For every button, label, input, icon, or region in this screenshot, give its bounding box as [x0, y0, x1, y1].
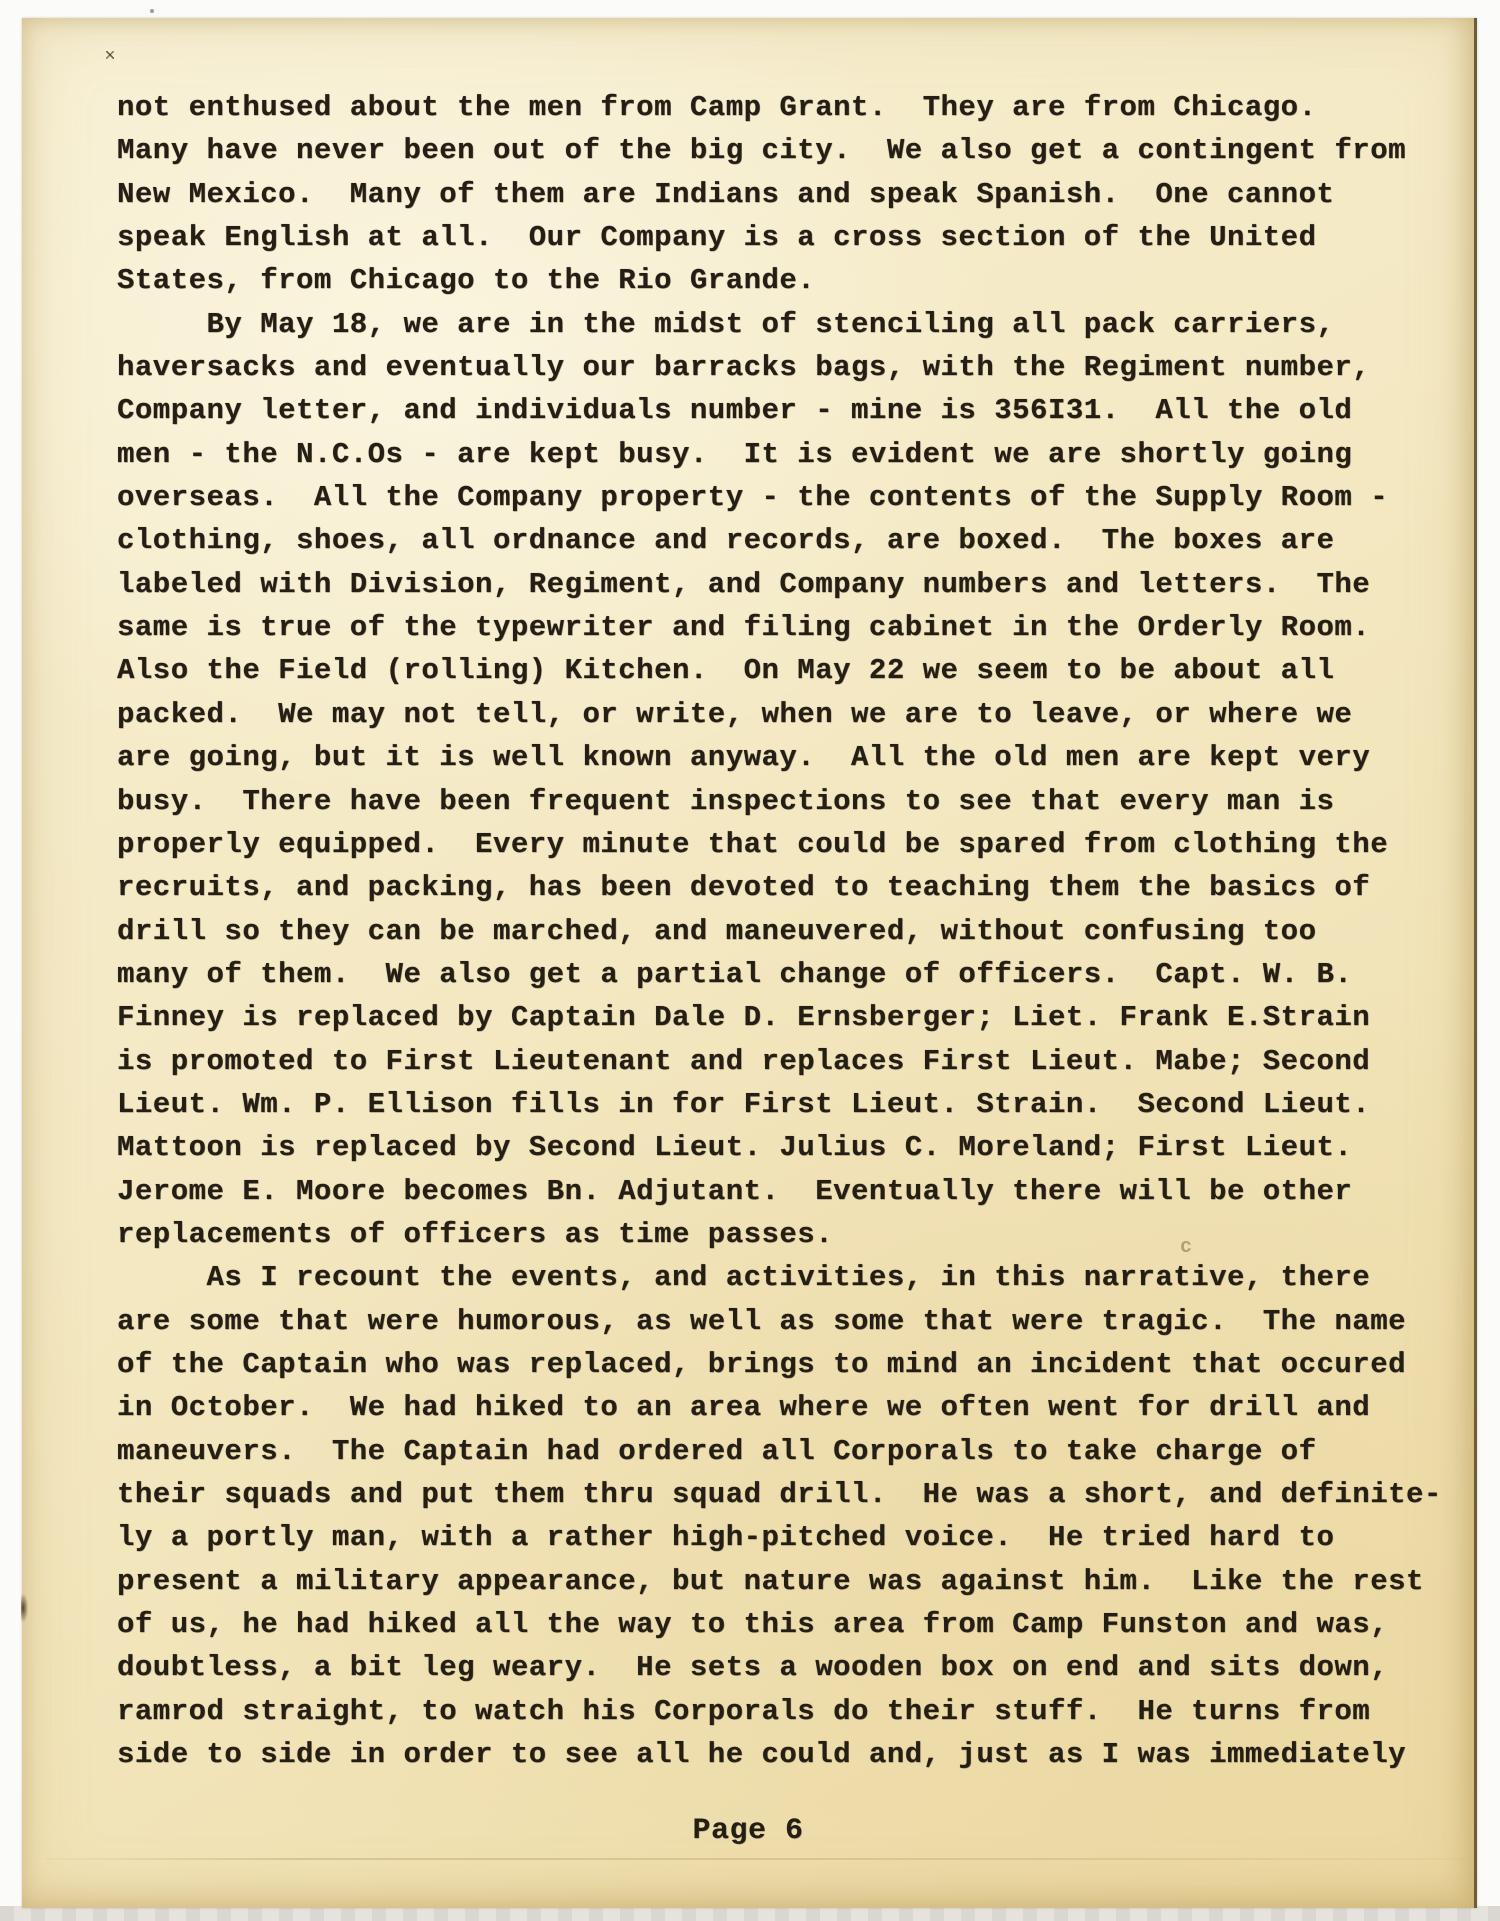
text-line: Also the Field (rolling) Kitchen. On May 22 we seem to be about all	[117, 654, 1335, 688]
paper-speck	[150, 9, 154, 13]
text-line: haversacks and eventually our barracks bags, with the Regiment number,	[117, 351, 1371, 385]
document-page	[22, 18, 1477, 1908]
text-line: Jerome E. Moore becomes Bn. Adjutant. Eventually there will be other	[117, 1174, 1353, 1208]
text-line: maneuvers. The Captain had ordered all Corporals to take charge of	[117, 1434, 1317, 1468]
text-line: properly equipped. Every minute that could be spared from clothing the	[117, 827, 1389, 861]
text-line: ramrod straight, to watch his Corporals do their stuff. He turns from	[117, 1694, 1371, 1728]
text-line: men - the N.C.Os - are kept busy. It is evident we are shortly going	[117, 437, 1353, 471]
text-line: drill so they can be marched, and maneuvered, without confusing too	[117, 914, 1317, 948]
text-line: speak English at all. Our Company is a cross section of the United	[117, 221, 1317, 255]
paper-crease	[46, 1858, 1466, 1860]
text-line: By May 18, we are in the midst of stenciling all pack carriers,	[117, 307, 1335, 341]
text-line: clothing, shoes, all ordnance and records, are boxed. The boxes are	[117, 524, 1335, 558]
paper-speck: c	[1180, 1236, 1193, 1259]
text-line: are some that were humorous, as well as some that were tragic. The name	[117, 1304, 1407, 1338]
text-line: Company letter, and individuals number - mine is 356I31. All the old	[117, 394, 1353, 428]
paper-edge-mark	[21, 1594, 28, 1622]
text-line: Many have never been out of the big city. We also get a contingent from	[117, 134, 1407, 168]
text-line: New Mexico. Many of them are Indians and speak Spanish. One cannot	[117, 177, 1335, 211]
text-line: present a military appearance, but nature was against him. Like the rest	[117, 1564, 1424, 1598]
text-line: doubtless, a bit leg weary. He sets a wooden box on end and sits down,	[117, 1651, 1389, 1685]
text-line: Mattoon is replaced by Second Lieut. Julius C. Moreland; First Lieut.	[117, 1131, 1353, 1165]
text-line: labeled with Division, Regiment, and Company numbers and letters. The	[117, 567, 1371, 601]
text-line: are going, but it is well known anyway. All the old men are kept very	[117, 741, 1371, 775]
text-line: of the Captain who was replaced, brings to mind an incident that occured	[117, 1347, 1407, 1381]
text-line: ly a portly man, with a rather high-pitched voice. He tried hard to	[117, 1521, 1335, 1555]
text-line: Finney is replaced by Captain Dale D. Ernsberger; Liet. Frank E.Strain	[117, 1001, 1371, 1035]
text-line: is promoted to First Lieutenant and replaces First Lieut. Mabe; Second	[117, 1044, 1371, 1078]
page-number: Page 6	[692, 1814, 804, 1848]
text-line: As I recount the events, and activities, in this narrative, there	[117, 1261, 1371, 1295]
scanner-background-strip	[0, 1906, 1500, 1921]
text-line: packed. We may not tell, or write, when we are to leave, or where we	[117, 697, 1353, 731]
text-line: their squads and put them thru squad drill. He was a short, and definite-	[117, 1478, 1442, 1511]
text-line: of us, he had hiked all the way to this area from Camp Funston and was,	[117, 1608, 1389, 1642]
text-line: busy. There have been frequent inspections to see that every man is	[117, 784, 1335, 818]
text-line: many of them. We also get a partial change of officers. Capt. W. B.	[117, 957, 1353, 991]
text-line: replacements of officers as time passes.	[117, 1217, 834, 1251]
text-line: not enthused about the men from Camp Grant. They are from Chicago.	[117, 91, 1317, 124]
typewritten-text	[117, 86, 1473, 1776]
text-line: overseas. All the Company property - the contents of the Supply Room -	[117, 481, 1389, 515]
text-line: States, from Chicago to the Rio Grande.	[117, 264, 816, 298]
paper-speck	[106, 51, 114, 59]
text-line: recruits, and packing, has been devoted to teaching them the basics of	[117, 871, 1371, 905]
text-line: same is true of the typewriter and filing cabinet in the Orderly Room.	[117, 611, 1371, 645]
text-line: side to side in order to see all he could and, just as I was immediately	[117, 1738, 1407, 1772]
text-line: Lieut. Wm. P. Ellison fills in for First Lieut. Strain. Second Lieut.	[117, 1087, 1371, 1121]
text-line: in October. We had hiked to an area where we often went for drill and	[117, 1391, 1371, 1425]
